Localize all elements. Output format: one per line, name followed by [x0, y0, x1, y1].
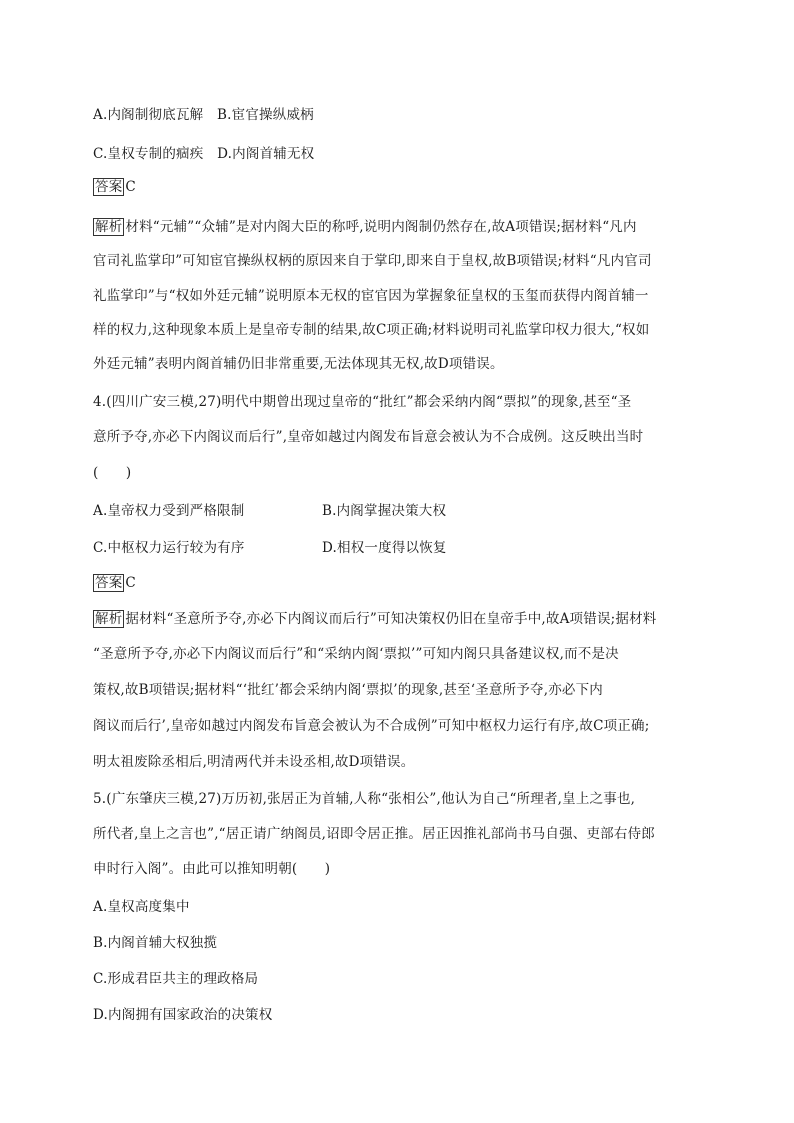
q4-answer [93, 574, 136, 592]
q4-analysis-line-3: 策权,故B项错误;据材料“‘批红’都会采纳内阁‘票拟’的现象,甚至‘圣意所予夺,亦必下内 [93, 682, 603, 698]
q4-options-row-1 [93, 502, 447, 520]
analysis-tag: 解析 [95, 611, 123, 627]
q4-analysis-line-1 [93, 610, 657, 628]
q4-stem-line-3: ( ) [93, 465, 132, 481]
analysis-tag: 解析 [95, 219, 123, 235]
q5-option-c: C.形成君臣共主的理政格局 [93, 971, 259, 987]
analysis-text: 材料“元辅”“众辅”是对内阁大臣的称呼,说明内阁制仍然存在,故A项错误;据材料“凡内 [125, 219, 637, 235]
answer-tag: 答案 [95, 575, 123, 591]
q4-analysis-line-5: 明太祖废除丞相后,明清两代并未设丞相,故D项错误。 [93, 754, 415, 770]
q4-option-c: C.中枢权力运行较为有序 [93, 540, 245, 556]
q4-stem-line-2: 意所予夺,亦必下内阁议而后行”,皇帝如越过内阁发布旨意会被认为不合成例。这反映出当时 [93, 429, 644, 445]
answer-value: C [125, 179, 136, 195]
q5-option-a: A.皇权高度集中 [93, 899, 190, 915]
answer-tag: 答案 [95, 179, 123, 195]
q3-options-line-2: C.皇权专制的痼疾 D.内阁首辅无权 [93, 146, 315, 162]
q4-option-b: B.内阁掌握决策大权 [322, 503, 447, 519]
q5-stem-line-3: 申时行入阁”。由此可以推知明朝( ) [93, 861, 331, 877]
q5-option-d: D.内阁拥有国家政治的决策权 [93, 1007, 273, 1023]
q5-stem-line-2: 所代者,皇上之言也”,“居正请广纳阁员,诏即令居正推。居正因推礼部尚书马自强、吏部右侍郎 [93, 826, 655, 842]
q3-options-line-1: A.内阁制彻底瓦解 B.宦官操纵威柄 [93, 107, 314, 123]
analysis-text: 据材料“圣意所予夺,亦必下内阁议而后行”可知决策权仍旧在皇帝手中,故A项错误;据材料 [125, 611, 657, 627]
q4-analysis-line-2: “圣意所予夺,亦必下内阁议而后行”和“采纳内阁‘票拟’”可知内阁只具备建议权,而不是决 [93, 646, 619, 662]
q3-analysis-line-2: 官司礼监掌印”可知宦官操纵权柄的原因来自于掌印,即来自于皇权,故B项错误;材料“凡内官司 [93, 253, 652, 269]
q3-answer [93, 178, 136, 196]
answer-value: C [125, 575, 136, 591]
q4-option-a: A.皇帝权力受到严格限制 [93, 503, 245, 519]
q3-analysis-line-5: 外廷元辅”表明内阁首辅仍旧非常重要,无法体现其无权,故D项错误。 [93, 356, 504, 372]
q3-analysis-line-3: 礼监掌印”与“权如外廷元辅”说明原本无权的宦官因为掌握象征皇权的玉玺而获得内阁首辅一 [93, 288, 649, 304]
q3-analysis-line-1 [93, 218, 637, 236]
q5-stem-line-1: 5.(广东肇庆三模,27)万历初,张居正为首辅,人称“张相公”,他认为自己“所理者,皇上之事也, [93, 791, 636, 807]
q5-option-b: B.内阁首辅大权独揽 [93, 935, 218, 951]
q4-analysis-line-4: 阁议而后行’,皇帝如越过内阁发布旨意会被认为不合成例”可知中枢权力运行有序,故C项正确; [93, 718, 650, 734]
q4-option-d: D.相权一度得以恢复 [322, 540, 447, 556]
q4-stem-line-1: 4.(四川广安三模,27)明代中期曾出现过皇帝的“批红”都会采纳内阁“票拟”的现象,甚至“圣 [93, 394, 632, 410]
q4-options-row-2 [93, 539, 447, 557]
q3-analysis-line-4: 样的权力,这种现象本质上是皇帝专制的结果,故C项正确;材料说明司礼监掌印权力很大,“权如 [93, 322, 650, 338]
